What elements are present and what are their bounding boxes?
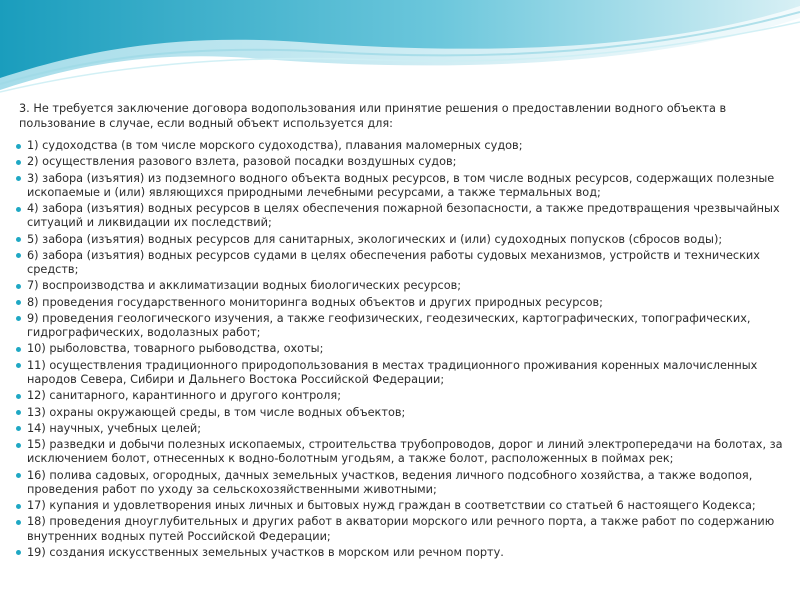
list-item: 9) проведения геологического изучения, а также геофизических, геодезических, картографических, топографических, гидрографических, водолазных работ; [14, 312, 786, 340]
list-item: 12) санитарного, карантинного и другого контроля; [14, 389, 786, 403]
bullet-icon [16, 253, 21, 258]
bullet-icon [16, 300, 21, 305]
list-item: 1) судоходства (в том числе морского судоходства), плавания маломерных судов; [14, 139, 786, 153]
bullet-icon [16, 520, 21, 525]
bullet-icon [16, 410, 21, 415]
list-item: 13) охраны окружающей среды, в том числе водных объектов; [14, 406, 786, 420]
list-item: 10) рыболовства, товарного рыбоводства, охоты; [14, 342, 786, 356]
bullet-icon [16, 284, 21, 289]
item-list [14, 139, 786, 560]
bullet-icon [16, 426, 21, 431]
list-item: 18) проведения дноуглубительных и других работ в акватории морского или речного порта, а также работ по содержанию внутренних водных путей Российской Федерации; [14, 515, 786, 543]
bullet-icon [16, 394, 21, 399]
decorative-wave-header [0, 0, 800, 95]
bullet-icon [16, 473, 21, 478]
list-item: 15) разведки и добычи полезных ископаемых, строительства трубопроводов, дорог и линий электропередачи на болотах, за исключением болот, отнесенных к водно-болотным угодьям, а также болот, расположенных в поймах рек; [14, 438, 786, 466]
bullet-icon [16, 160, 21, 165]
list-item: 19) создания искусственных земельных участков в морском или речном порту. [14, 546, 786, 560]
bullet-icon [16, 316, 21, 321]
list-item: 7) воспроизводства и акклиматизации водных биологических ресурсов; [14, 279, 786, 293]
bullet-icon [16, 176, 21, 181]
list-item: 17) купания и удовлетворения иных личных и бытовых нужд граждан в соответствии со статьей 6 настоящего Кодекса; [14, 499, 786, 513]
bullet-icon [16, 550, 21, 555]
bullet-icon [16, 237, 21, 242]
intro-paragraph: 3. Не требуется заключение договора водопользования или принятие решения о предоставлении водного объекта в пользование в случае, если водный объект используется для: [19, 102, 727, 130]
list-item: 2) осуществления разового взлета, разовой посадки воздушных судов; [14, 155, 786, 169]
bullet-icon [16, 207, 21, 212]
list-item: 4) забора (изъятия) водных ресурсов в целях обеспечения пожарной безопасности, а также предотвращения чрезвычайных ситуаций и ликвидации их последствий; [14, 202, 786, 230]
list-item: 11) осуществления традиционного природопользования в местах традиционного проживания коренных малочисленных народов Севера, Сибири и Дальнего Востока Российской Федерации; [14, 359, 786, 387]
list-item: 3) забора (изъятия) из подземного водного объекта водных ресурсов, в том числе водных ресурсов, содержащих полезные ископаемые и (или) являющихся природными лечебными ресурсами, а также термальных вод; [14, 172, 786, 200]
list-item: 8) проведения государственного мониторинга водных объектов и других природных ресурсов; [14, 296, 786, 310]
list-item: 6) забора (изъятия) водных ресурсов судами в целях обеспечения работы судовых механизмов, устройств и технических средств; [14, 249, 786, 277]
bullet-icon [16, 504, 21, 509]
slide-content [14, 101, 786, 562]
bullet-icon [16, 443, 21, 448]
bullet-icon [16, 363, 21, 368]
list-item: 5) забора (изъятия) водных ресурсов для санитарных, экологических и (или) судоходных попусков (сбросов воды); [14, 233, 786, 247]
bullet-icon [16, 144, 21, 149]
bullet-icon [16, 347, 21, 352]
list-item: 16) полива садовых, огородных, дачных земельных участков, ведения личного подсобного хозяйства, а также водопоя, проведения работ по уходу за сельскохозяйственными животными; [14, 469, 786, 497]
list-item: 14) научных, учебных целей; [14, 422, 786, 436]
